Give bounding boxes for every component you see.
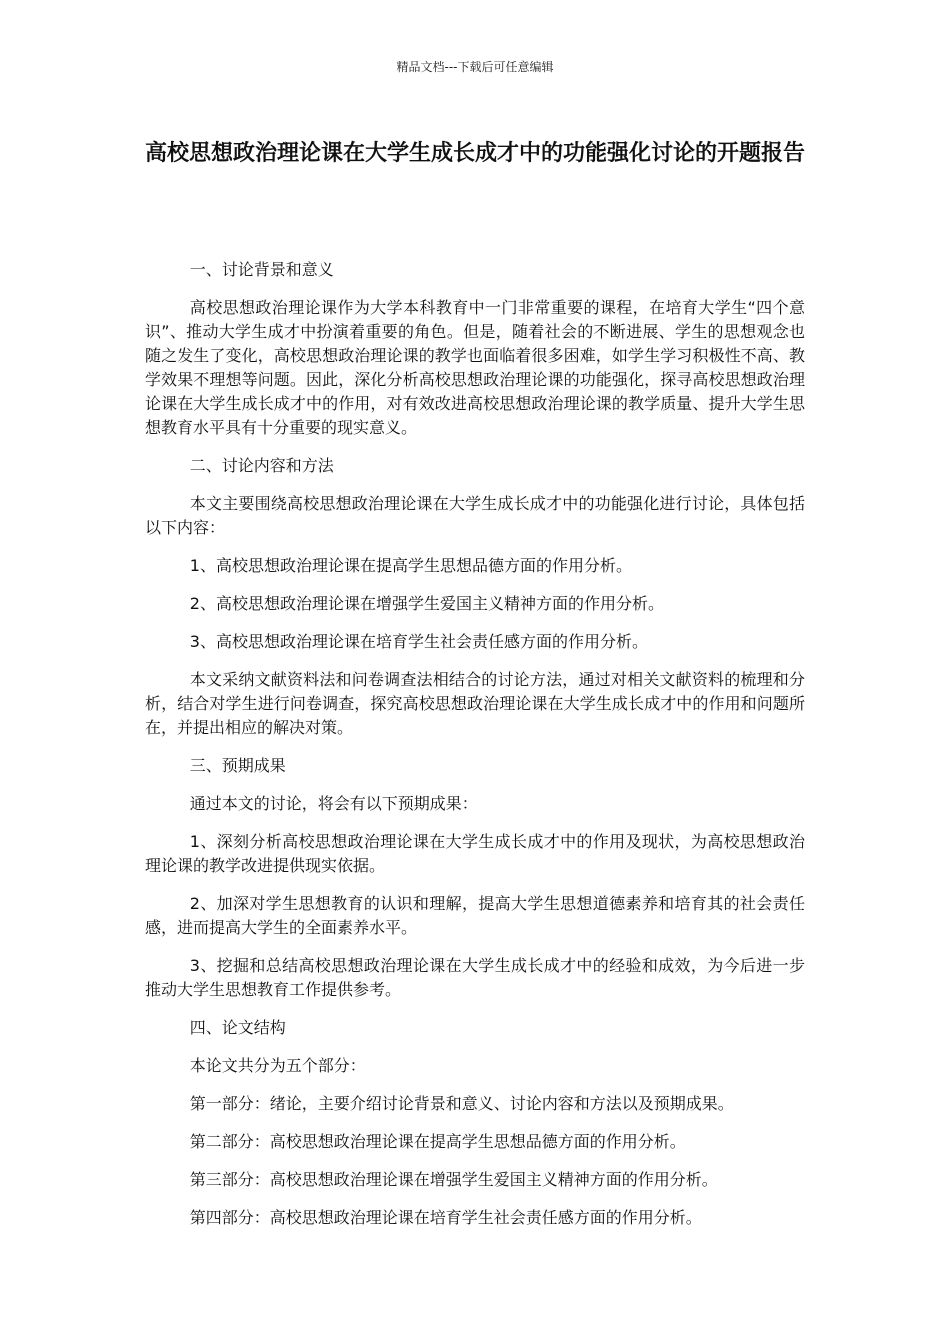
section-heading: 二、讨论内容和方法 xyxy=(189,456,334,475)
paragraph: 通过本文的讨论，将会有以下预期成果： xyxy=(189,794,478,813)
section-heading: 一、讨论背景和意义 xyxy=(189,260,334,279)
paragraph: 高校思想政治理论课作为大学本科教育中一门非常重要的课程，在培育大学生“四个意识”、推动大学生成才中扮演着重要的角色。但是，随着社会的不断进展、学生的思想观念也随之发生了变化，高校思想政治理论课的教学也面临着很多困难，如学生学习积极性不高、教学效果不理想等问题。因此，深化分析高校思想政治理论课的功能强化，探寻高校思想政治理论课在大学生成长成才中的作用，对有效改进高校思想政治理论课的教学质量、提升大学生思想教育水平具有十分重要的现实意义。 xyxy=(145,298,805,437)
section-heading: 三、预期成果 xyxy=(189,756,286,775)
section-heading: 四、论文结构 xyxy=(189,1018,286,1037)
list-item: 3、挖掘和总结高校思想政治理论课在大学生成长成才中的经验和成效，为今后进一步推动大学生思想教育工作提供参考。 xyxy=(145,956,805,999)
paragraph: 本文采纳文献资料法和问卷调查法相结合的讨论方法，通过对相关文献资料的梳理和分析，结合对学生进行问卷调查，探究高校思想政治理论课在大学生成长成才中的作用和问题所在，并提出相应的解决对策。 xyxy=(145,670,805,737)
list-item: 1、高校思想政治理论课在提高学生思想品德方面的作用分析。 xyxy=(189,556,632,575)
list-item: 第三部分：高校思想政治理论课在增强学生爱国主义精神方面的作用分析。 xyxy=(189,1170,718,1189)
paragraph: 本文主要围绕高校思想政治理论课在大学生成长成才中的功能强化进行讨论，具体包括以下内容： xyxy=(145,494,805,537)
list-item: 第一部分：绪论，主要介绍讨论背景和意义、讨论内容和方法以及预期成果。 xyxy=(189,1094,734,1113)
list-item: 2、加深对学生思想教育的认识和理解，提高大学生思想道德素养和培育其的社会责任感，进而提高大学生的全面素养水平。 xyxy=(145,894,805,937)
document-body xyxy=(145,258,805,1244)
paragraph: 本论文共分为五个部分： xyxy=(189,1056,366,1075)
document-title: 高校思想政治理论课在大学生成长成才中的功能强化讨论的开题报告 xyxy=(145,141,806,166)
list-item: 第四部分：高校思想政治理论课在培育学生社会责任感方面的作用分析。 xyxy=(189,1208,702,1227)
list-item: 1、深刻分析高校思想政治理论课在大学生成长成才中的作用及现状，为高校思想政治理论课的教学改进提供现实依据。 xyxy=(145,832,805,875)
list-item: 第二部分：高校思想政治理论课在提高学生思想品德方面的作用分析。 xyxy=(189,1132,686,1151)
list-item: 3、高校思想政治理论课在培育学生社会责任感方面的作用分析。 xyxy=(189,632,648,651)
list-item: 2、高校思想政治理论课在增强学生爱国主义精神方面的作用分析。 xyxy=(189,594,664,613)
header-note: 精品文档---下载后可任意编辑 xyxy=(396,60,554,74)
